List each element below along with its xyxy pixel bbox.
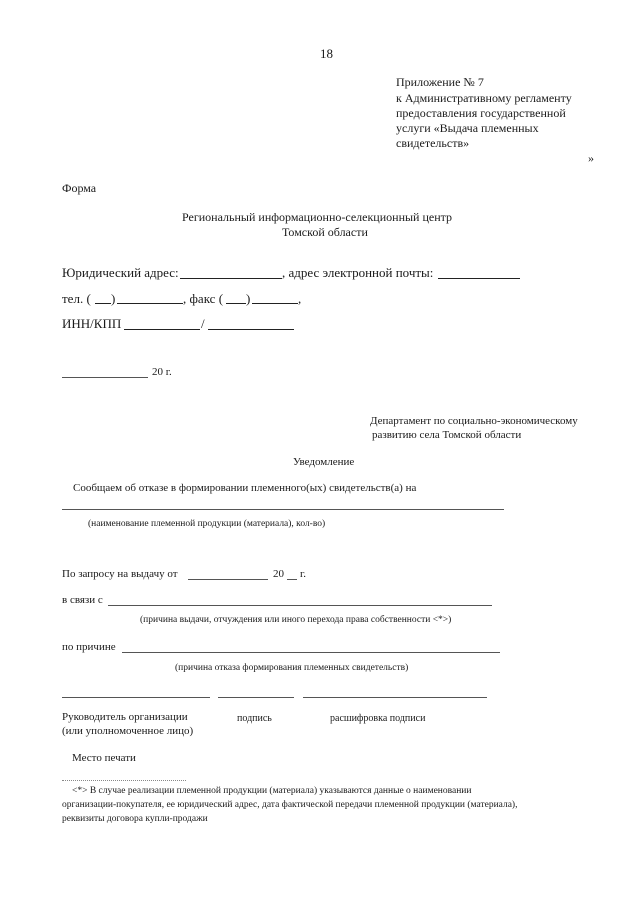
refusal-intro: Сообщаем об отказе в формировании племенного(ых) свидетельств(а) на [73,482,417,494]
phone-close: ) [111,291,116,306]
footnote-line-1: <*> В случае реализации племенной продукции (материала) указываются данные о наименовании [72,786,472,796]
cause-hint: (причина отказа формирования племенных свидетельств) [175,663,409,673]
fax-end: , [298,291,302,306]
org-name-line-2: Томской области [282,225,368,239]
date-blank[interactable] [62,377,148,378]
head-of-organization: Руководитель организации [62,711,188,723]
signature-decode-hint: расшифровка подписи [330,713,426,724]
fax-label: , факс ( [183,291,224,306]
request-year: 20 [273,568,284,580]
page-number: 18 [320,46,333,61]
reason-hint: (причина выдачи, отчуждения или иного перехода права собственности <*>) [140,615,452,625]
recipient-line-2: развитию села Томской области [372,429,522,441]
footnote-separator [62,780,186,781]
recipient-line-1: Департамент по социально-экономическому [370,415,578,427]
date-year: 20 г. [152,366,172,378]
notice-title: Уведомление [293,456,355,468]
cause-blank[interactable] [122,652,500,653]
phone-label: тел. ( [62,291,91,306]
org-name-line-1: Региональный информационно-селекционный центр [182,210,453,224]
authorized-person: (или уполномоченное лицо) [62,725,194,737]
stamp-place: Место печати [72,752,136,764]
email-label: , адрес электронной почты: [282,265,434,280]
reason-label: в связи с [62,594,103,606]
appendix-line-2: к Административному регламенту [396,91,572,105]
request-year-blank[interactable] [287,579,297,580]
appendix-line-3: предоставления государственной [396,106,566,120]
product-blank[interactable] [62,509,504,510]
fax-close: ) [246,291,251,306]
cause-label: по причине [62,641,116,653]
signature-decode-blank[interactable] [303,697,487,698]
email-blank[interactable] [438,278,520,279]
footnote-line-2: организации-покупателя, ее юридический адрес, дата фактической передачи племенной продукции (материала), [62,800,518,810]
form-label: Форма [62,181,97,195]
fax-number-blank[interactable] [252,303,298,304]
signature-hint: подпись [237,713,272,724]
request-year-end: г. [300,568,307,580]
product-hint: (наименование племенной продукции (материала), кол-во) [88,519,326,529]
appendix-line-5: свидетельств» [396,136,470,150]
phone-code-blank[interactable] [95,303,111,304]
fax-code-blank[interactable] [226,303,246,304]
legal-address-label: Юридический адрес: [62,265,179,280]
request-date-blank[interactable] [188,579,268,580]
appendix-line-1: Приложение № 7 [396,75,484,89]
appendix-line-4: услуги «Выдача племенных [396,121,539,135]
inn-blank[interactable] [124,329,200,330]
footnote-line-3: реквизиты договора купли-продажи [62,814,208,824]
legal-address-blank[interactable] [180,278,282,279]
signature-blank[interactable] [218,697,294,698]
appendix-quote-mark: » [588,151,594,165]
inn-slash: / [201,316,205,331]
request-label: По запросу на выдачу от [62,568,178,580]
phone-number-blank[interactable] [117,303,183,304]
inn-label: ИНН/КПП [62,316,122,331]
kpp-blank[interactable] [208,329,294,330]
position-blank[interactable] [62,697,210,698]
reason-blank[interactable] [108,605,492,606]
